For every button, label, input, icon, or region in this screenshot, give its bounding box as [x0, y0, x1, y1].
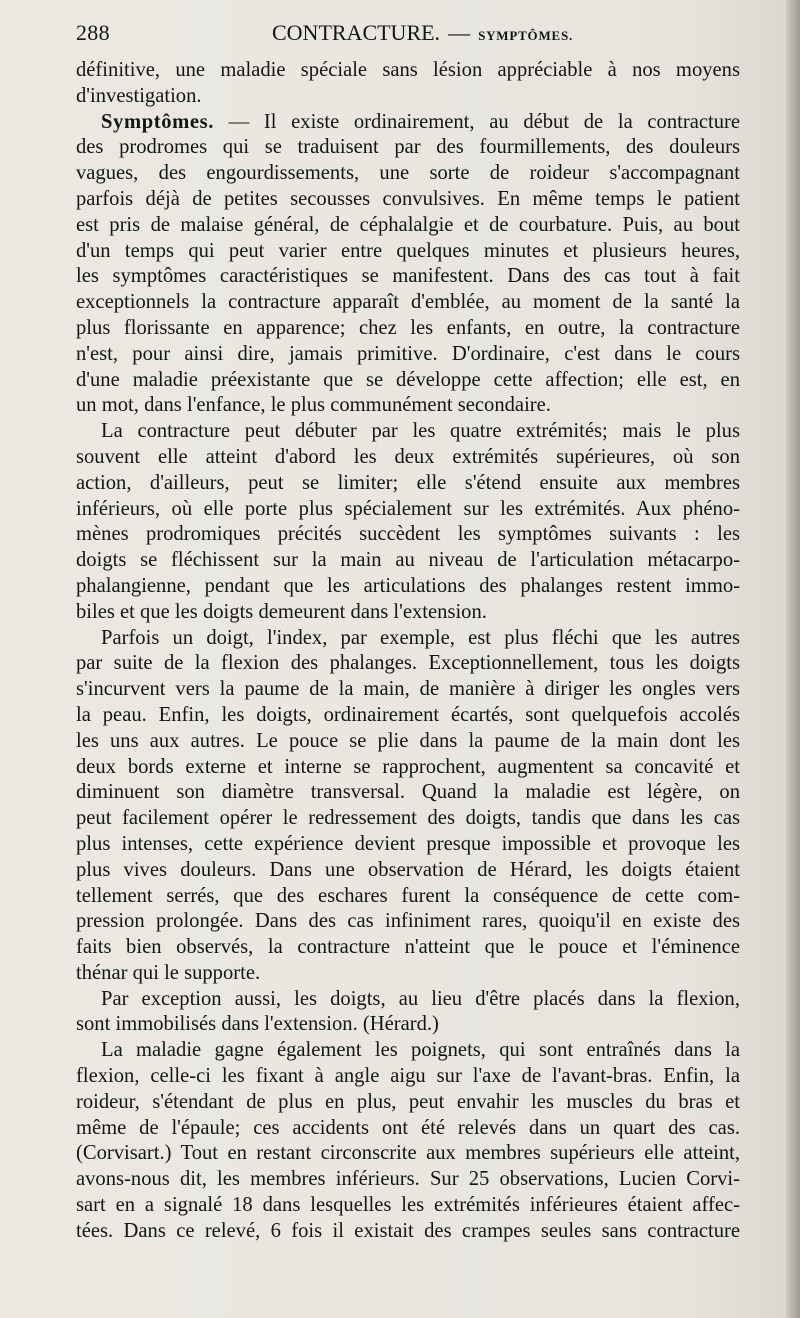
text-line: s'incurvent vers la paume de la main, de manière à diriger les ongles vers	[76, 678, 740, 701]
body-text	[76, 58, 740, 1245]
text-line: les symptômes caractéristiques se manifestent. Dans des cas tout à fait	[76, 265, 740, 288]
text-line: mènes prodromiques précités succèdent les symptômes suivants : les	[76, 523, 740, 546]
text-line: deux bords externe et interne se rapprochent, augmentent sa concavité et	[76, 755, 740, 778]
text-line: souvent elle atteint d'abord les deux extrémités supérieures, où son	[76, 445, 740, 468]
text-line: roideur, s'étendant de plus en plus, peut envahir les muscles du bras et	[76, 1090, 740, 1113]
text-line: (Corvisart.) Tout en restant circonscrite aux membres supérieurs elle atteint,	[76, 1142, 740, 1165]
text-line: La contracture peut débuter par les quatre extrémités; mais le plus	[101, 420, 740, 443]
text-line: peut facilement opérer le redressement des doigts, tandis que dans les cas	[76, 807, 740, 830]
page-edge-shadow	[786, 0, 800, 1318]
text-line: définitive, une maladie spéciale sans lésion appréciable à nos moyens	[76, 59, 740, 81]
text-line: avons-nous dit, les membres inférieurs. Sur 25 observations, Lucien Corvi-	[76, 1168, 740, 1191]
section-heading-line	[76, 110, 740, 136]
text-line: par suite de la flexion des phalanges. Exceptionnellement, tous les doigts	[76, 652, 740, 675]
text-line: tellement serrés, que des eschares furent la conséquence de cette com-	[76, 884, 740, 907]
text-line: plus intenses, cette expérience devient presque impossible et provoque les	[76, 832, 740, 855]
section-heading: Symptômes.	[101, 110, 214, 133]
text-line: Parfois un doigt, l'index, par exemple, est plus fléchi que les autres	[101, 626, 740, 649]
text-line: même de l'épaule; ces accidents ont été relevés dans un quart des cas.	[76, 1116, 740, 1139]
text-line: plus florissante en apparence; chez les enfants, en outre, la contracture	[76, 316, 740, 339]
text-line: d'une maladie préexistante que se développe cette affection; elle est, en	[76, 368, 740, 391]
text-line: d'investigation.	[76, 84, 202, 107]
running-title	[272, 20, 573, 46]
text-line: faits bien observés, la contracture n'atteint que le pouce et l'éminence	[76, 936, 740, 959]
text-line: diminuent son diamètre transversal. Quand la maladie est légère, on	[76, 781, 740, 804]
running-title-main: CONTRACTURE.	[272, 20, 441, 45]
text-line: flexion, celle-ci les fixant à angle aigu sur l'axe de l'avant-bras. Enfin, la	[76, 1065, 740, 1088]
text-line: Par exception aussi, les doigts, au lieu d'être placés dans la flexion,	[101, 987, 740, 1010]
running-title-section: SYMPTÔMES.	[478, 28, 574, 43]
text-line: La maladie gagne également les poignets, qui sont entraînés dans la	[101, 1039, 740, 1062]
text-line: un mot, dans l'enfance, le plus communément secondaire.	[76, 394, 551, 417]
text-line: sart en a signalé 18 dans lesquelles les extrémités inférieures étaient affec-	[76, 1194, 740, 1217]
text-line: est pris de malaise général, de céphalalgie et de courbature. Puis, au bout	[76, 213, 740, 236]
page-header	[76, 20, 740, 52]
text-line: pression prolongée. Dans des cas infiniment rares, quoiqu'il en existe des	[76, 910, 740, 933]
running-title-separator: —	[448, 20, 471, 45]
text-line: action, d'ailleurs, peut se limiter; elle s'étend ensuite aux membres	[76, 471, 740, 494]
text-line: — Il existe ordinairement, au début de la contracture	[213, 110, 740, 133]
text-line: les uns aux autres. Le pouce se plie dans la paume de la main dont les	[76, 729, 740, 752]
text-line: plus vives douleurs. Dans une observation de Hérard, les doigts étaient	[76, 858, 740, 881]
text-line: phalangienne, pendant que les articulations des phalanges restent immo-	[76, 574, 740, 597]
text-line: la peau. Enfin, les doigts, ordinairement écartés, sont quelquefois accolés	[76, 703, 740, 726]
text-line: doigts se fléchissent sur la main au niveau de l'articulation métacarpo-	[76, 549, 740, 572]
text-line: parfois déjà de petites secousses convulsives. En même temps le patient	[76, 187, 740, 210]
page-number: 288	[76, 20, 110, 45]
text-line: tées. Dans ce relevé, 6 fois il existait des crampes seules sans contracture	[76, 1219, 740, 1242]
text-line: exceptionnels la contracture apparaît d'emblée, au moment de la santé la	[76, 291, 740, 314]
text-line: inférieurs, où elle porte plus spécialement sur les extrémités. Aux phéno-	[76, 497, 740, 520]
text-line: vagues, des engourdissements, une sorte de roideur s'accompagnant	[76, 162, 740, 185]
text-line: biles et que les doigts demeurent dans l'extension.	[76, 600, 487, 623]
text-line: sont immobilisés dans l'extension. (Hérard.)	[76, 1013, 439, 1036]
text-line: thénar qui le supporte.	[76, 961, 261, 984]
text-line: d'un temps qui peut varier entre quelques minutes et plusieurs heures,	[76, 239, 740, 262]
text-line: n'est, pour ainsi dire, jamais primitive. D'ordinaire, c'est dans le cours	[76, 342, 740, 365]
text-line: des prodromes qui se traduisent par des fourmillements, des douleurs	[76, 136, 740, 159]
